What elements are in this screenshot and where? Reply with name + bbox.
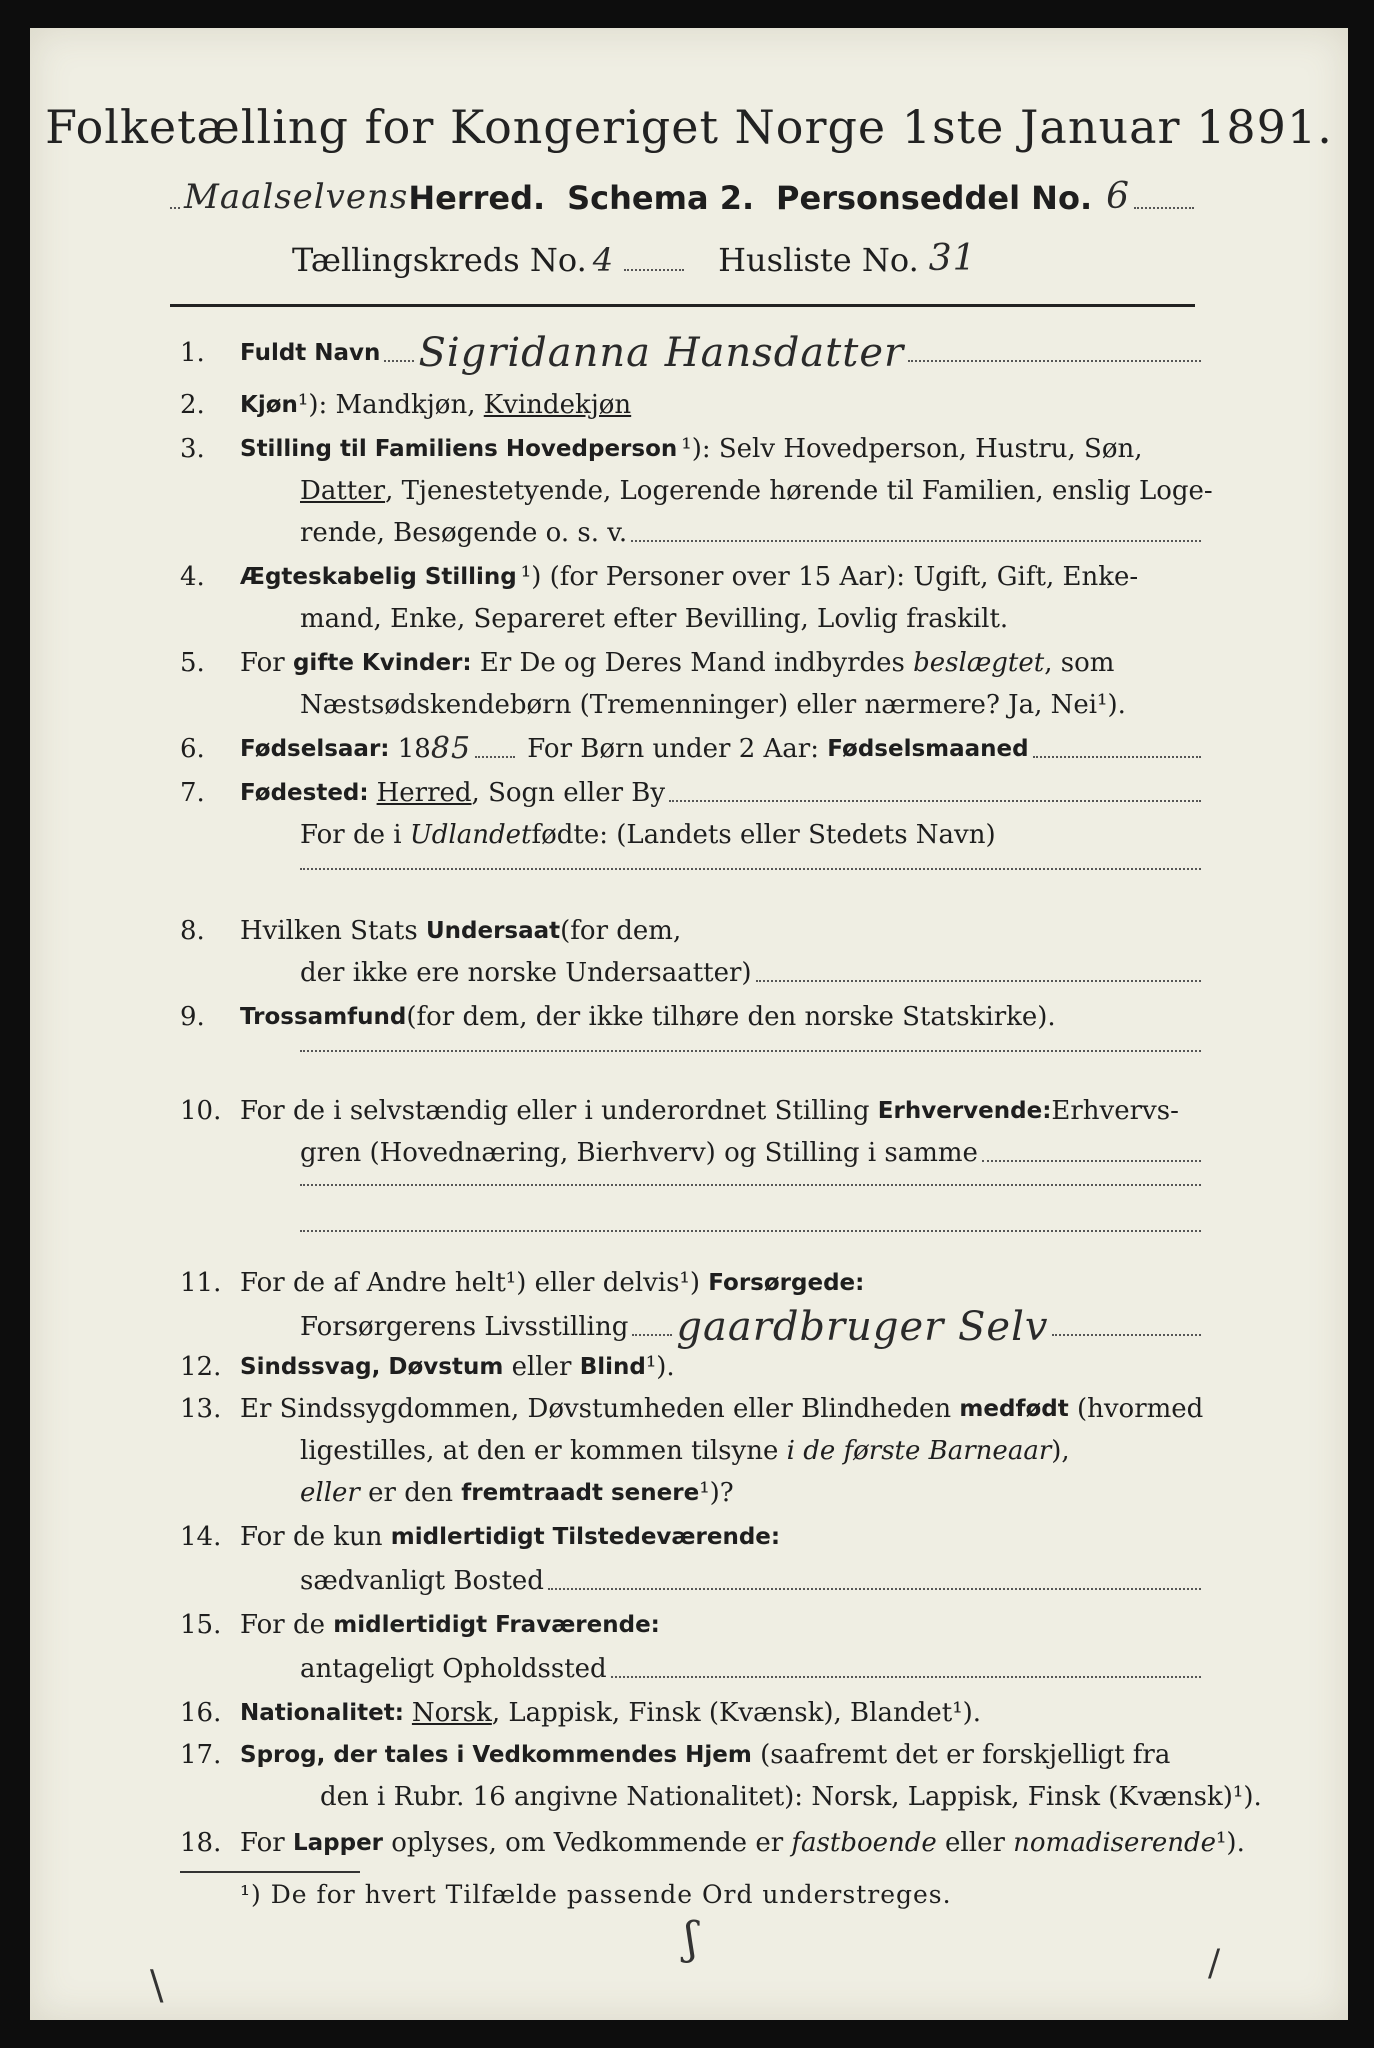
field-number: 4.: [180, 562, 205, 592]
field-13: [180, 1392, 1205, 1426]
field-5-line-2: [300, 688, 1205, 722]
field-10-blank-line: [300, 1230, 1205, 1240]
field-label: Fuldt Navn: [240, 340, 381, 366]
field-label: Nationalitet:: [240, 1700, 404, 1726]
field-number: 18.: [180, 1828, 222, 1858]
field-number: 1.: [180, 338, 205, 368]
field-18: [180, 1826, 1245, 1860]
field-11: [180, 1266, 1205, 1300]
birthplace-selected: Herred: [376, 778, 472, 808]
field-15: [180, 1608, 1205, 1642]
field-13-line-3: [300, 1476, 1205, 1510]
field-label: Forsørgede:: [708, 1270, 865, 1296]
kreds-line: [292, 238, 977, 279]
field-6: [180, 732, 1205, 766]
field-text: (for dem, der ikke tilhøre den norske Statskirke).: [406, 1002, 1056, 1032]
field-text: For Børn under 2 Aar:: [519, 734, 828, 764]
field-16: [180, 1696, 1205, 1730]
field-text: mand, Enke, Separeret efter Bevilling, Lovlig fraskilt.: [300, 604, 1009, 634]
field-3-line-3: [300, 516, 1205, 550]
field-9-blank-line: [300, 1050, 1205, 1060]
relation-selected: Datter: [300, 476, 386, 506]
field-text: ¹).: [1216, 1828, 1245, 1858]
field-label: Undersaat: [425, 918, 561, 944]
personseddel-no: 6: [1106, 176, 1130, 217]
field-number: 5.: [180, 648, 205, 678]
field-text: ),: [1051, 1436, 1070, 1466]
form-title: Folketælling for Kongeriget Norge 1ste Januar 1891.: [45, 100, 1333, 154]
field-number: 11.: [180, 1268, 222, 1298]
field-label: Ægteskabelig Stilling: [240, 564, 517, 590]
field-text: fødte: (Landets eller Stedets Navn): [531, 820, 996, 850]
field-14-line-2: [300, 1564, 1205, 1598]
field-12: [180, 1350, 1205, 1384]
field-text: eller: [936, 1828, 1014, 1858]
husliste-label: Husliste No.: [718, 241, 919, 279]
pen-mark: /: [1208, 1943, 1221, 1984]
pen-mark: \: [150, 1963, 164, 2009]
field-text: Er Sindssygdommen, Døvstumheden eller Blindheden: [240, 1394, 960, 1424]
field-7-line-2: [300, 818, 1205, 852]
field-label: Erhvervende:: [877, 1098, 1052, 1124]
field-label: fremtraadt senere: [461, 1480, 700, 1506]
field-text: ¹) (for Personer over 15 Aar): Ugift, Gift, Enke-: [520, 562, 1139, 592]
personseddel-label: Personseddel No.: [776, 179, 1093, 217]
field-text: rende, Besøgende o. s. v.: [300, 518, 628, 548]
herred-line: [170, 176, 1198, 217]
field-text: Er De og Deres Mand indbyrdes: [471, 648, 914, 678]
field-8: [180, 914, 1205, 948]
field-text: gren (Hovednæring, Bierhverv) og Stilling i samme: [300, 1138, 978, 1168]
field-text: den i Rubr. 16 angivne Nationalitet): Norsk, Lappisk, Finsk (Kvænsk)¹).: [320, 1782, 1262, 1812]
field-text: For de kun: [240, 1522, 391, 1552]
field-text: ¹): Selv Hovedperson, Hustru, Søn,: [681, 434, 1143, 464]
field-text: Udlandet: [409, 820, 532, 850]
husliste-no: 31: [928, 238, 977, 279]
field-text: , Lappisk, Finsk (Kvænsk), Blandet¹).: [491, 1698, 982, 1728]
field-text: For: [240, 1828, 293, 1858]
field-17: [180, 1738, 1205, 1772]
census-form: [30, 28, 1348, 2020]
field-number: 6.: [180, 734, 205, 764]
field-text: For: [240, 648, 293, 678]
field-text: i de første Barneaar: [786, 1436, 1052, 1466]
field-number: 9.: [180, 1002, 205, 1032]
full-name-value: Sigridanna Hansdatter: [418, 330, 905, 376]
kreds-no: 4: [592, 241, 615, 279]
field-text: Mandkjøn,: [327, 390, 484, 420]
field-label: Fødested:: [240, 780, 369, 806]
field-label: Kjøn: [240, 392, 298, 418]
field-text: sædvanligt Bosted: [300, 1566, 544, 1596]
occupation-value: gaardbruger Selv: [676, 1304, 1049, 1350]
field-7-blank-line: [300, 868, 1205, 878]
field-label: Stilling til Familiens Hovedperson: [240, 436, 678, 462]
field-label: midlertidigt Tilstedeværende:: [390, 1524, 781, 1550]
field-8-line-2: [300, 956, 1205, 990]
header-rule: [170, 304, 1195, 307]
field-number: 13.: [180, 1394, 222, 1424]
field-14: [180, 1520, 1205, 1554]
nationality-selected: Norsk: [411, 1698, 492, 1728]
field-9: [180, 1000, 1205, 1034]
field-label: midlertidigt Fraværende:: [333, 1612, 660, 1638]
pen-mark: ʃ: [685, 1913, 697, 1964]
field-text: beslægtet: [913, 648, 1045, 678]
field-10-blank-line: [300, 1184, 1205, 1194]
field-10: [180, 1094, 1205, 1128]
field-label: Sindssvag, Døvstum: [240, 1354, 504, 1380]
field-text: Hvilken Stats: [240, 916, 426, 946]
field-text: , Tjenestetyende, Logerende hørende til Familien, enslig Loge-: [385, 476, 1213, 506]
field-text: Forsørgerens Livsstilling: [300, 1312, 629, 1342]
herred-name: Maalselvens: [184, 177, 409, 217]
field-text: fastboende: [791, 1828, 937, 1858]
field-text: For de af Andre helt¹) eller delvis¹): [240, 1268, 709, 1298]
field-7: [180, 776, 1205, 810]
field-text: der ikke ere norske Undersaatter): [300, 958, 752, 988]
field-4: [180, 560, 1205, 594]
field-number: 15.: [180, 1610, 222, 1640]
field-text: , som: [1044, 648, 1115, 678]
field-label: medfødt: [959, 1396, 1069, 1422]
field-number: 17.: [180, 1740, 222, 1770]
field-text: Erhvervs-: [1051, 1096, 1179, 1126]
birth-year-value: 85: [430, 731, 472, 766]
field-3: [180, 432, 1205, 466]
field-text: For de: [240, 1610, 334, 1640]
sex-selected: Kvindekjøn: [483, 390, 632, 420]
field-text: ¹).: [645, 1352, 675, 1382]
herred-label: Herred.: [408, 179, 546, 217]
field-text: 18: [389, 734, 431, 764]
field-text: nomadiserende: [1013, 1828, 1216, 1858]
schema-label: Schema 2.: [567, 179, 755, 217]
field-text: ligestilles, at den er kommen tilsyne: [300, 1436, 787, 1466]
field-text: er den: [359, 1478, 462, 1508]
field-text: Næstsødskendebørn (Tremenninger) eller nærmere? Ja, Nei¹).: [300, 690, 1126, 720]
field-label: Sprog, der tales i Vedkommendes Hjem: [240, 1742, 752, 1768]
field-15-line-2: [300, 1652, 1205, 1686]
field-17-line-2: [320, 1780, 1262, 1814]
field-text: ¹):: [297, 390, 328, 420]
field-text: , Sogn eller By: [471, 778, 666, 808]
field-text: eller: [503, 1352, 580, 1382]
field-label: Fødselsaar:: [240, 736, 390, 762]
field-1: [180, 330, 1205, 376]
field-2: [180, 388, 1205, 422]
footnote-rule: [180, 1871, 360, 1873]
kreds-label: Tællingskreds No.: [292, 241, 587, 279]
field-number: 3.: [180, 434, 205, 464]
footnote: ¹) De for hvert Tilfælde passende Ord understreges.: [240, 1880, 952, 1909]
field-4-line-2: [300, 602, 1205, 636]
field-label: gifte Kvinder:: [292, 650, 472, 676]
field-text: (for dem,: [560, 916, 682, 946]
field-13-line-2: [300, 1434, 1205, 1468]
field-label: Lapper: [292, 1830, 384, 1856]
field-text: For de i: [300, 820, 410, 850]
field-5: [180, 646, 1205, 680]
field-text: For de i selvstændig eller i underordnet Stilling: [240, 1096, 878, 1126]
field-10-line-2: [300, 1136, 1205, 1170]
field-label: Blind: [579, 1354, 646, 1380]
field-number: 2.: [180, 390, 205, 420]
field-number: 14.: [180, 1522, 222, 1552]
field-number: 7.: [180, 778, 205, 808]
field-3-line-2: [300, 474, 1213, 508]
field-text: ¹)?: [699, 1478, 734, 1508]
field-label: Trossamfund: [240, 1004, 407, 1030]
field-number: 8.: [180, 916, 205, 946]
field-number: 10.: [180, 1096, 222, 1126]
field-text: oplyses, om Vedkommende er: [383, 1828, 792, 1858]
field-11-line-2: [300, 1304, 1205, 1350]
field-label: Fødselsmaaned: [827, 736, 1029, 762]
field-number: 12.: [180, 1352, 222, 1382]
field-number: 16.: [180, 1698, 222, 1728]
field-text: (saafremt det er forskjelligt fra: [751, 1740, 1171, 1770]
field-text: antageligt Opholdssted: [300, 1654, 607, 1684]
field-text: (hvormed: [1068, 1394, 1204, 1424]
field-text: eller: [300, 1478, 360, 1508]
